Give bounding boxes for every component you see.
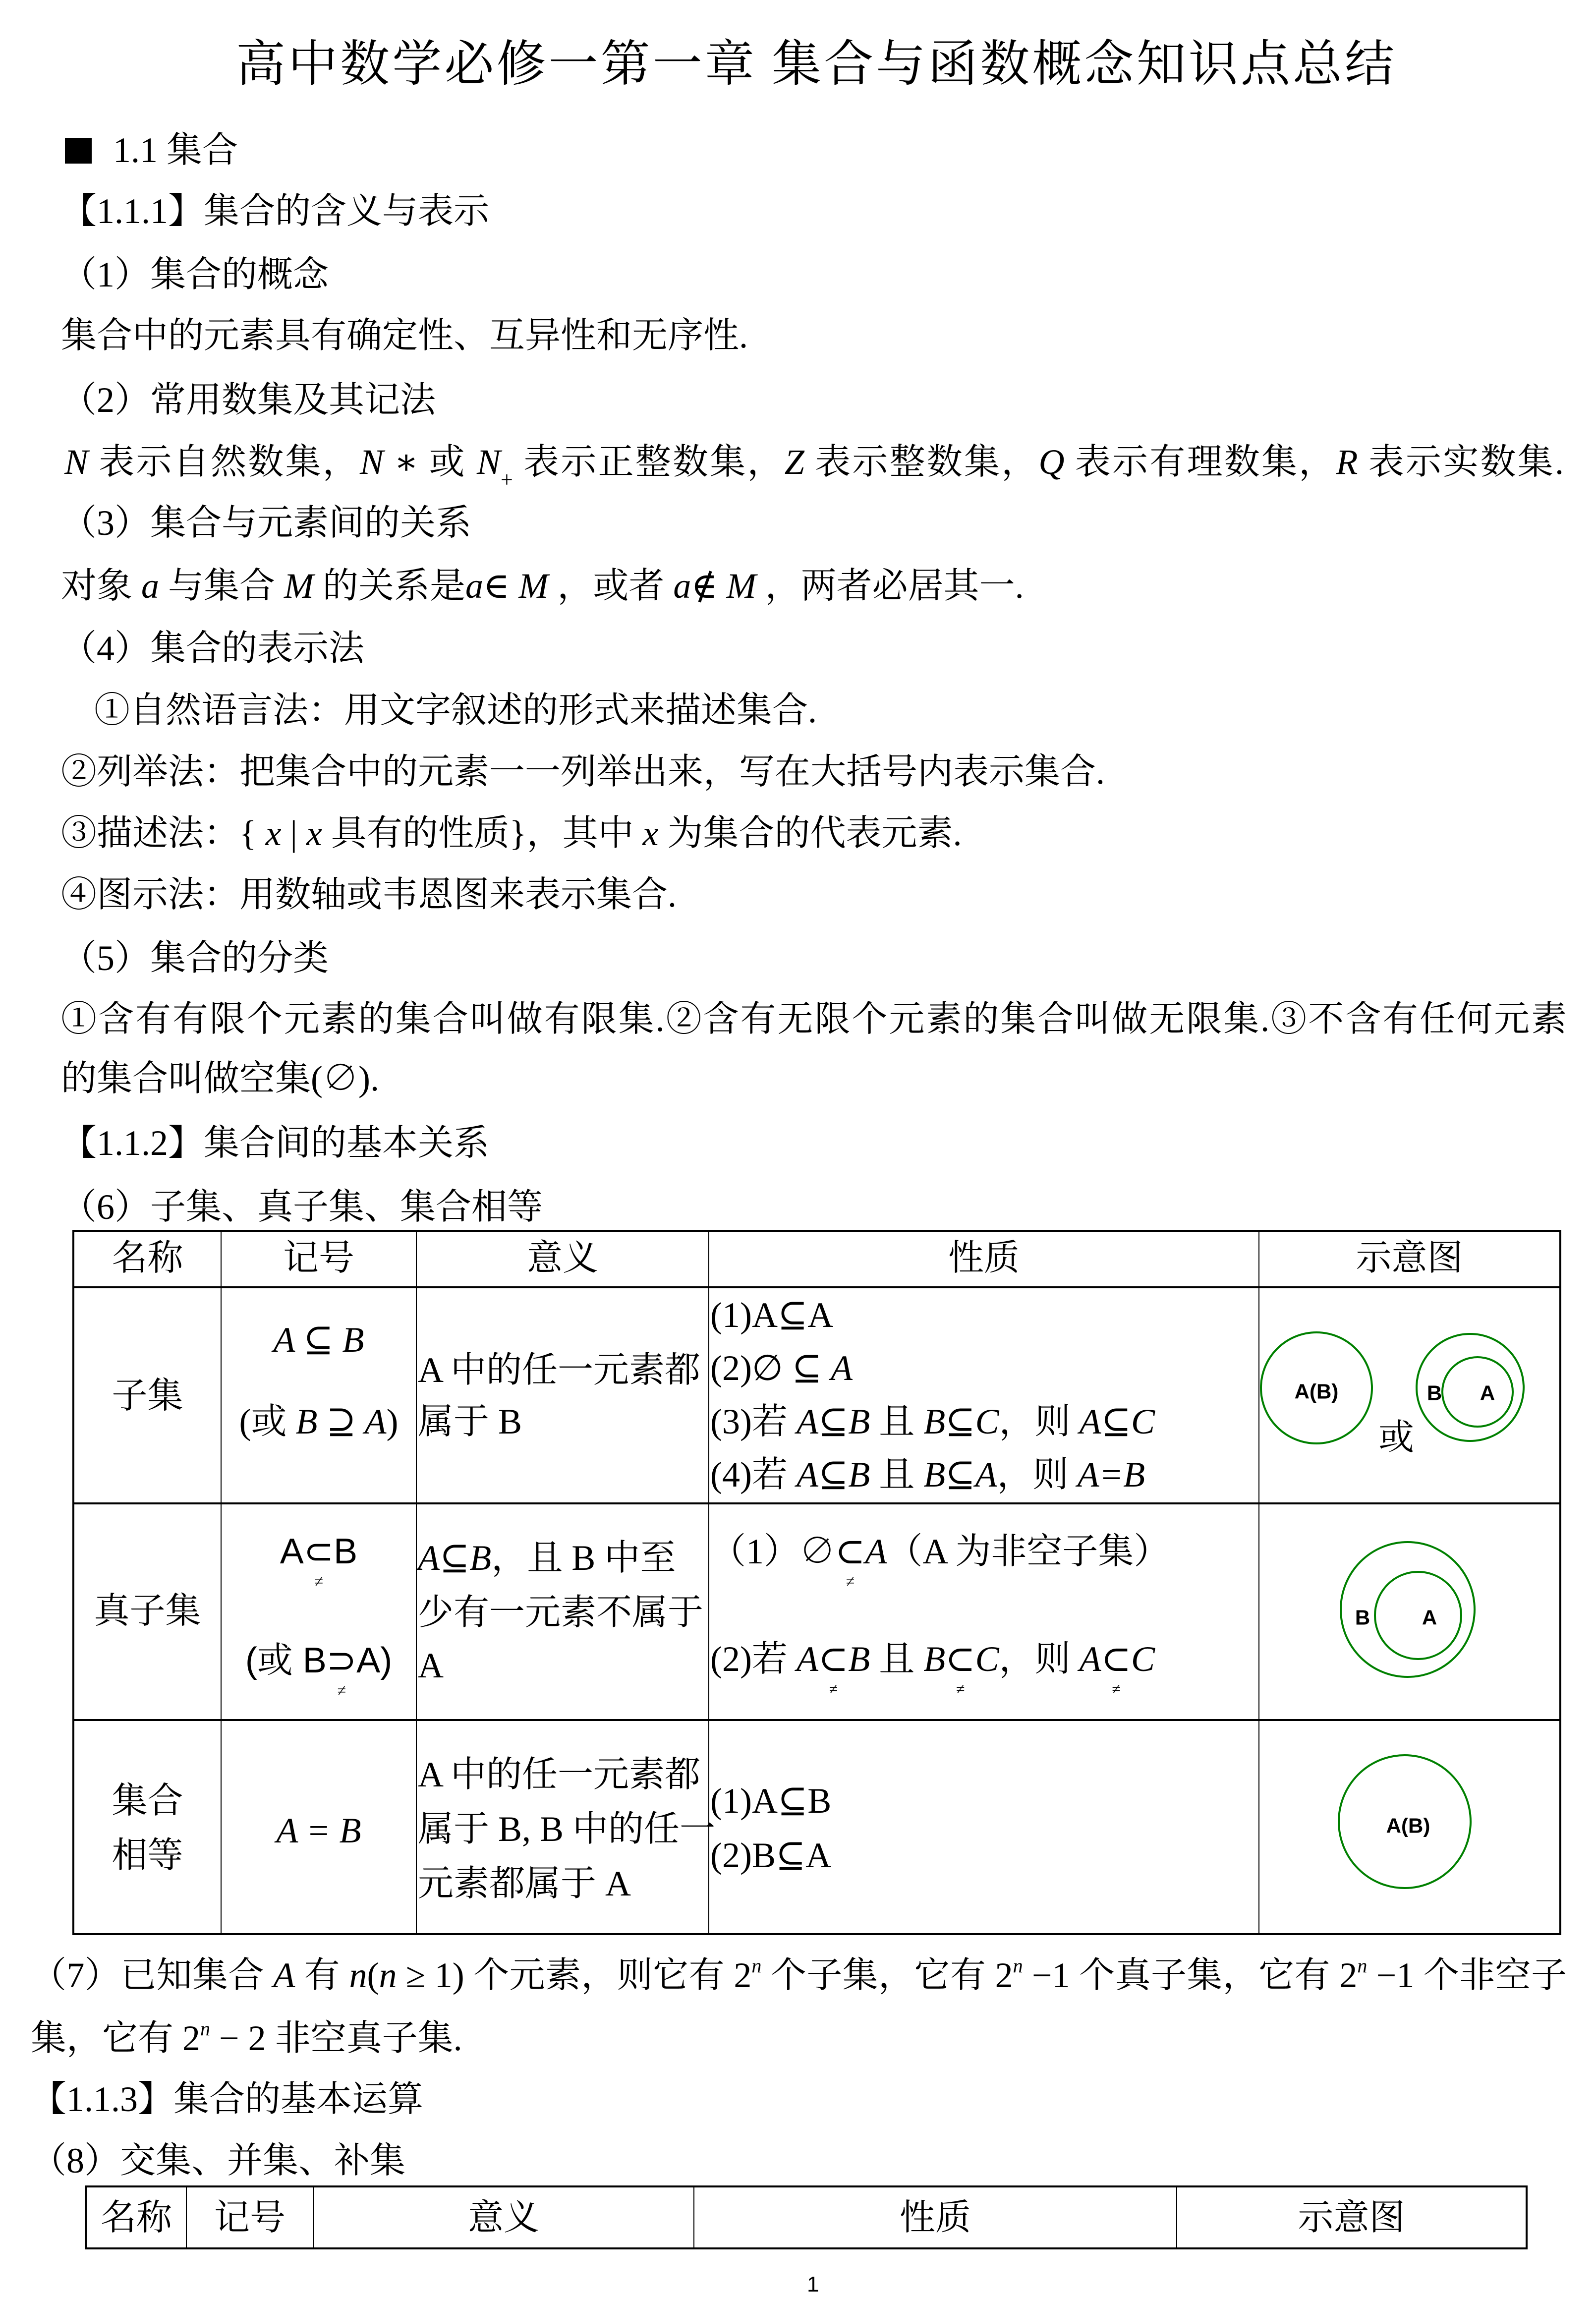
text-run: （A 为非空子集） xyxy=(887,1532,1170,1571)
subset-glyph: ⊂ xyxy=(1101,1639,1131,1679)
text-run: （7）已知集合 xyxy=(31,1955,274,1995)
text-run: ) xyxy=(386,1402,399,1441)
math-variable: A xyxy=(273,1955,295,1995)
text-run: | xyxy=(281,813,306,853)
text-run: − 2 非空真子集. xyxy=(210,2018,462,2058)
notation-proper-subset xyxy=(222,1527,416,1590)
text-run: ( xyxy=(367,1955,379,1995)
text-run: 个子集，它有 2 xyxy=(761,1955,1013,1995)
row-name-set-equality: 相等 xyxy=(112,1836,183,1875)
math-variable: A xyxy=(865,1532,887,1571)
math-variable: n xyxy=(349,1955,367,1995)
paragraph-number-sets xyxy=(64,437,1564,492)
text-run: ≥ 1) xyxy=(397,1955,464,1995)
column-header-name: 名称 xyxy=(112,1238,183,1278)
table-header-cell xyxy=(221,1230,416,1286)
paragraph-concept: 集合中的元素具有确定性、互异性和无序性. xyxy=(61,316,748,355)
property-line xyxy=(710,1450,1259,1499)
math-variable: A xyxy=(1079,1639,1101,1679)
meaning-line: 少有一元素不属于 xyxy=(418,1593,704,1632)
math-exponent: n xyxy=(1013,1954,1023,1977)
row-name-set-equality: 集合 xyxy=(112,1781,183,1821)
table-cell-name xyxy=(72,1502,221,1719)
text-run: 集，它有 2 xyxy=(31,2018,201,2058)
set-operations-table xyxy=(85,2185,1528,2249)
math-exponent: n xyxy=(1357,1954,1368,1977)
text-run: −1 个真子集，它有 2 xyxy=(1023,1955,1358,1995)
math-expression: A⊆C xyxy=(1079,1402,1155,1441)
superset-glyph: ⊃ xyxy=(326,1641,357,1680)
math-expression: A⊆B xyxy=(796,1455,870,1494)
meaning-line: A xyxy=(418,1646,444,1685)
property-line: (1)A⊆A xyxy=(710,1295,834,1335)
table-cell-diagram xyxy=(1258,1719,1561,1935)
table-cell-meaning xyxy=(416,1502,708,1719)
math-expression: A⊆B xyxy=(418,1538,492,1578)
column-header-notation: 记号 xyxy=(283,1238,354,1278)
text-run: (4)若 xyxy=(710,1455,797,1494)
math-variable: Z xyxy=(784,442,804,482)
math-variable: x xyxy=(265,813,282,853)
subset-glyph: ⊂ xyxy=(835,1532,865,1571)
text-run: ∅ ⊆ xyxy=(751,1348,831,1388)
table-header-cell xyxy=(1176,2185,1528,2249)
text-run: ∗ 或 xyxy=(384,442,477,482)
venn-diagram-proper-subset xyxy=(1258,1502,1561,1719)
text-run: 表示有理数集， xyxy=(1064,442,1336,482)
proper-subset-symbol xyxy=(303,1532,334,1590)
math-expression: B ⊇ A xyxy=(295,1402,387,1441)
not-equal-mark: ≠ xyxy=(829,1680,838,1698)
math-variable: N xyxy=(64,442,89,482)
text-run: (3)若 xyxy=(710,1402,797,1441)
not-equal-mark: ≠ xyxy=(1112,1680,1121,1698)
text-run: 且 xyxy=(870,1402,924,1441)
table-header-cell xyxy=(708,1230,1258,1286)
text-run: ，则 xyxy=(997,1455,1078,1494)
math-variable: A xyxy=(831,1348,853,1388)
property-line xyxy=(710,1397,1259,1446)
topic-heading-membership: （3）集合与元素间的关系 xyxy=(61,503,472,543)
paragraph-subset-count-line2 xyxy=(31,2013,462,2063)
table-cell-meaning xyxy=(416,1719,716,1935)
empty-set-symbol: ∅ xyxy=(799,1532,836,1571)
subset-glyph: ⊂ xyxy=(818,1639,849,1679)
subset-glyph: ⊂ xyxy=(945,1639,975,1679)
subsection-heading-1-1-1: 【1.1.1】集合的含义与表示 xyxy=(61,191,490,231)
math-variable: M xyxy=(284,566,314,606)
table-header-cell xyxy=(416,1230,708,1286)
page-title: 高中数学必修一第一章 集合与函数概念知识点总结 xyxy=(236,37,1394,92)
math-expression: B⊆A xyxy=(923,1455,997,1494)
meaning-line: 属于 B, B 中的任一 xyxy=(418,1809,716,1849)
text-run: ，则 xyxy=(999,1402,1080,1441)
venn-label-outer: B xyxy=(1355,1606,1370,1629)
subset-relations-table xyxy=(72,1230,1561,1935)
text-run: A xyxy=(280,1532,304,1571)
venn-diagram-subset xyxy=(1258,1286,1561,1502)
math-variable: A xyxy=(796,1639,818,1679)
list-item-diagram: ④图示法：用数轴或韦恩图来表示集合. xyxy=(61,875,677,915)
text-run: ，或者 xyxy=(548,566,674,606)
subsection-heading-1-1-3: 【1.1.3】集合的基本运算 xyxy=(31,2079,424,2119)
column-header-properties: 性质 xyxy=(899,2198,971,2238)
math-expression: a∉ M xyxy=(673,566,756,606)
table-cell-meaning xyxy=(416,1286,708,1502)
math-expression: a∈ M xyxy=(465,566,549,606)
math-variable: C xyxy=(975,1639,999,1679)
venn-diagram-equality xyxy=(1258,1719,1561,1935)
math-variable: x xyxy=(306,813,322,853)
black-square-icon xyxy=(65,138,92,164)
section-heading-1-1: 1.1 集合 xyxy=(113,130,238,170)
text-run: 且 xyxy=(870,1455,924,1494)
math-expression: A⊆B xyxy=(796,1402,870,1441)
table-header-cell xyxy=(1258,1230,1561,1286)
subsection-heading-1-1-2: 【1.1.2】集合间的基本关系 xyxy=(61,1123,490,1163)
table-caption-subset-relations: （6）子集、真子集、集合相等 xyxy=(61,1187,543,1227)
proper-superset-symbol xyxy=(326,1641,357,1699)
text-run: ，且 B 中至 xyxy=(491,1538,676,1578)
text-run: 具有的性质}，其中 xyxy=(322,813,643,853)
text-run: (或 xyxy=(239,1402,296,1441)
text-run: 个元素，则它有 2 xyxy=(464,1955,752,1995)
notation-subset: A ⊆ B xyxy=(273,1320,364,1360)
table-cell-properties xyxy=(708,1502,1258,1719)
column-header-properties: 性质 xyxy=(948,1238,1020,1278)
meaning-line: 属于 B xyxy=(418,1402,522,1441)
notation-proper-superset xyxy=(222,1636,416,1699)
column-header-notation: 记号 xyxy=(214,2198,285,2238)
math-expression: A=B xyxy=(1077,1455,1145,1494)
column-header-meaning: 意义 xyxy=(467,2198,539,2238)
text-run: 与集合 xyxy=(159,566,285,606)
text-run: A) xyxy=(356,1641,393,1680)
meaning-line: A 中的任一元素都 xyxy=(418,1755,701,1794)
not-equal-mark: ≠ xyxy=(846,1572,855,1590)
paragraph-membership xyxy=(61,561,1024,611)
proper-subset-symbol xyxy=(945,1639,975,1698)
meaning-line: 元素都属于 A xyxy=(418,1864,631,1903)
topic-heading-representation: （4）集合的表示法 xyxy=(61,629,365,668)
proper-subset-symbol xyxy=(818,1639,849,1698)
math-variable: R xyxy=(1336,442,1358,482)
table-cell-properties xyxy=(708,1286,1258,1502)
math-exponent: n xyxy=(751,1954,762,1977)
table-cell-properties xyxy=(708,1719,1258,1935)
paragraph-classification-line2: 的集合叫做空集(∅). xyxy=(61,1059,379,1098)
text-run: 对象 xyxy=(61,566,142,606)
meaning-line: A 中的任一元素都 xyxy=(418,1350,701,1390)
text-run: 的关系是 xyxy=(314,566,466,606)
column-header-name: 名称 xyxy=(100,2198,172,2238)
text-run: ，两者必居其一. xyxy=(756,566,1024,606)
row-name-subset: 子集 xyxy=(112,1376,183,1416)
property-line xyxy=(710,1343,1259,1393)
list-item-natural-language: ①自然语言法：用文字叙述的形式来描述集合. xyxy=(94,690,817,730)
table-cell-name xyxy=(72,1286,221,1502)
notation-superset xyxy=(222,1397,416,1446)
venn-label-inner: A xyxy=(1480,1381,1495,1405)
not-equal-mark: ≠ xyxy=(337,1681,346,1699)
text-run: (或 B xyxy=(245,1641,327,1680)
paragraph-subset-count-line1 xyxy=(31,1951,1567,2000)
notation-equality: A = B xyxy=(276,1811,361,1850)
column-header-diagram: 示意图 xyxy=(1298,2198,1405,2238)
row-name-proper-subset: 真子集 xyxy=(94,1591,201,1631)
proper-subset-symbol xyxy=(1101,1639,1131,1698)
text-run: 表示整数集， xyxy=(804,442,1039,482)
math-variable: N xyxy=(360,442,384,482)
text-run: ，则 xyxy=(999,1639,1080,1679)
meaning-line xyxy=(418,1533,709,1583)
table-cell-notation xyxy=(221,1719,416,1935)
topic-heading-number-sets: （2）常用数集及其记法 xyxy=(61,380,436,420)
text-run: 有 xyxy=(295,1955,349,1995)
table-header-cell xyxy=(313,2185,693,2249)
not-equal-mark: ≠ xyxy=(314,1572,323,1590)
text-run: (2) xyxy=(710,1348,752,1388)
property-line: (2)B⊆A xyxy=(710,1836,832,1875)
table-header-cell xyxy=(85,2185,186,2249)
list-item-description xyxy=(61,808,962,858)
table-header-cell xyxy=(693,2185,1176,2249)
text-run: B xyxy=(334,1532,358,1571)
table-cell-notation xyxy=(221,1502,416,1719)
table-cell-name xyxy=(72,1719,221,1935)
venn-label-outer: B xyxy=(1426,1381,1442,1405)
paragraph-classification-line1: ①含有有限个元素的集合叫做有限集.②含有无限个元素的集合叫做无限集.③不含有任何元素 xyxy=(61,999,1567,1039)
text-run: 为集合的代表元素. xyxy=(658,813,962,853)
page-number: 1 xyxy=(807,2272,819,2297)
table-cell-diagram xyxy=(1258,1502,1561,1719)
property-line xyxy=(710,1634,1259,1698)
table-header-cell xyxy=(72,1230,221,1286)
venn-label-equal: A(B) xyxy=(1294,1379,1339,1403)
venn-circle-inner-a xyxy=(1442,1357,1513,1427)
venn-label-equal: A(B) xyxy=(1386,1814,1430,1838)
text-run: −1 个非空子 xyxy=(1367,1955,1567,1995)
math-exponent: n xyxy=(200,2017,211,2040)
text-run: 表示自然数集， xyxy=(88,442,360,482)
math-variable: x xyxy=(642,813,659,853)
topic-heading-classification: （5）集合的分类 xyxy=(61,938,329,978)
table-cell-notation xyxy=(221,1286,416,1502)
math-variable: Q xyxy=(1038,442,1065,482)
math-expression: B⊆C xyxy=(923,1402,999,1441)
math-variable: n xyxy=(379,1955,397,1995)
math-variable: B xyxy=(848,1639,870,1679)
math-variable: a xyxy=(141,566,160,606)
subset-glyph: ⊂ xyxy=(303,1532,334,1571)
table-cell-diagram xyxy=(1258,1286,1561,1502)
property-line xyxy=(710,1527,1259,1590)
list-item-enumeration: ②列举法：把集合中的元素一一列举出来，写在大括号内表示集合. xyxy=(61,752,1105,792)
property-line: (1)A⊆B xyxy=(710,1781,832,1821)
text-run: 且 xyxy=(870,1639,924,1679)
topic-heading-concept: （1）集合的概念 xyxy=(61,255,329,294)
math-subscript: + xyxy=(500,467,513,492)
table-caption-set-operations: （8）交集、并集、补集 xyxy=(31,2141,406,2181)
not-equal-mark: ≠ xyxy=(956,1680,965,1698)
text-run: 表示正整数集， xyxy=(513,442,785,482)
table-header-cell xyxy=(186,2185,313,2249)
math-variable: N xyxy=(476,442,501,482)
or-label: 或 xyxy=(1378,1418,1415,1457)
text-run: 表示实数集. xyxy=(1358,442,1564,482)
math-variable: B xyxy=(923,1639,946,1679)
text-run: （1） xyxy=(710,1532,800,1571)
text-run: (2)若 xyxy=(710,1639,797,1679)
math-variable: C xyxy=(1131,1639,1155,1679)
proper-subset-symbol xyxy=(835,1532,865,1590)
venn-circle-inner-a xyxy=(1375,1572,1461,1659)
column-header-meaning: 意义 xyxy=(526,1238,598,1278)
text-run: ③描述法：{ xyxy=(61,813,266,853)
venn-label-inner: A xyxy=(1422,1606,1437,1629)
column-header-diagram: 示意图 xyxy=(1356,1238,1463,1278)
